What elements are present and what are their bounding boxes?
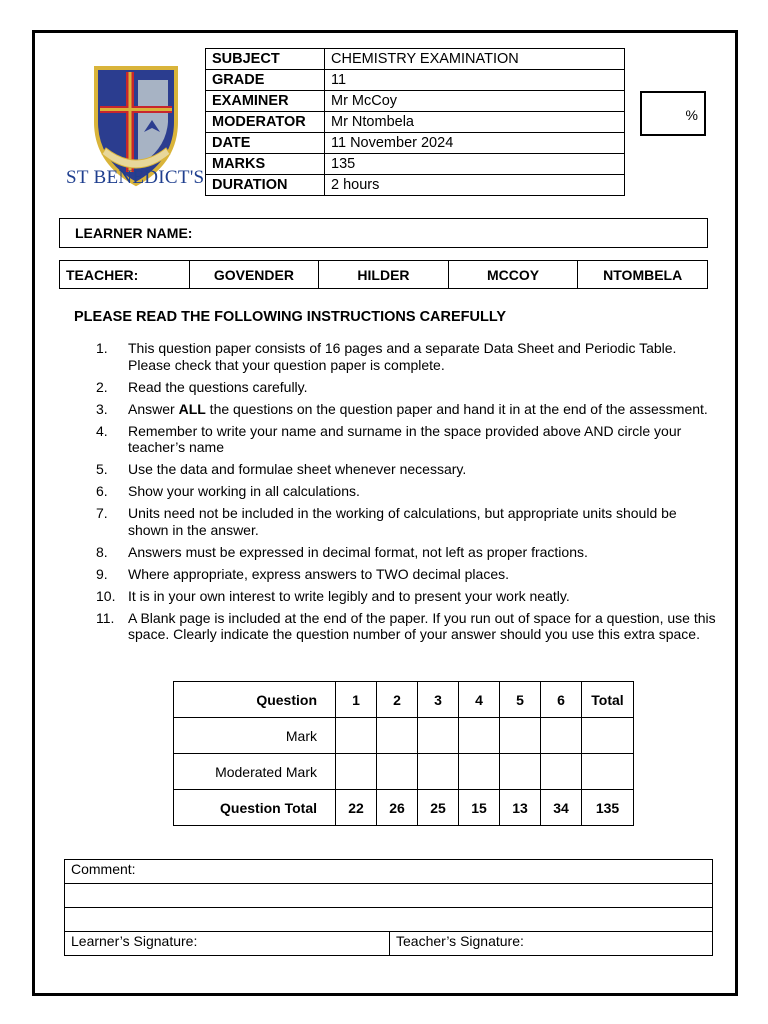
question-total-row — [174, 790, 634, 826]
info-label: EXAMINER — [206, 91, 325, 112]
instructions-heading: PLEASE READ THE FOLLOWING INSTRUCTIONS CAREFULLY — [74, 309, 507, 325]
marks-header-row — [174, 682, 634, 718]
percentage-box[interactable]: % — [640, 91, 706, 136]
info-value: 11 November 2024 — [325, 133, 625, 154]
comment-signature-box — [64, 859, 713, 956]
teacher-signature-field[interactable]: Teacher’s Signature: — [390, 932, 713, 956]
info-row — [206, 175, 625, 196]
marks-header-cell: 1 — [336, 682, 377, 718]
mark-row-label: Mark — [174, 718, 336, 754]
info-row — [206, 49, 625, 70]
info-value: Mr Ntombela — [325, 112, 625, 133]
exam-info-table — [205, 48, 625, 196]
marks-header-cell: 3 — [418, 682, 459, 718]
info-row — [206, 133, 625, 154]
total-cell: 25 — [418, 790, 459, 826]
info-label: GRADE — [206, 70, 325, 91]
marks-header-cell: 2 — [377, 682, 418, 718]
info-row — [206, 154, 625, 175]
instruction-item: 3. Answer ALL the questions on the question paper and hand it in at the end of the assessment. — [96, 400, 708, 417]
instruction-item: 5. Use the data and formulae sheet whenever necessary. — [96, 461, 467, 477]
learner-signature-field[interactable]: Learner’s Signature: — [65, 932, 390, 956]
instruction-item: 10. It is in your own interest to write legibly and to present your work neatly. — [96, 587, 570, 604]
marks-header-cell: 5 — [500, 682, 541, 718]
marks-header-cell: Question — [174, 682, 336, 718]
marks-header-cell: 4 — [459, 682, 500, 718]
teacher-label: TEACHER: — [60, 261, 190, 289]
total-cell: 135 — [582, 790, 634, 826]
info-value: 2 hours — [325, 175, 625, 196]
info-label: SUBJECT — [206, 49, 325, 70]
teacher-selection-row — [59, 260, 708, 289]
total-cell: 34 — [541, 790, 582, 826]
instructions-list — [96, 340, 718, 648]
instruction-item: 7. Units need not be included in the working of calculations, but appropriate units should be shown in the answer. — [96, 505, 677, 538]
teacher-option-hilder[interactable]: HILDER — [319, 261, 449, 289]
total-cell: 15 — [459, 790, 500, 826]
total-cell: 26 — [377, 790, 418, 826]
moderated-cell[interactable] — [459, 754, 500, 790]
moderated-cell[interactable] — [418, 754, 459, 790]
moderated-cell[interactable] — [377, 754, 418, 790]
mark-row — [174, 718, 634, 754]
info-row — [206, 91, 625, 112]
moderated-row-label: Moderated Mark — [174, 754, 336, 790]
moderated-cell[interactable] — [500, 754, 541, 790]
mark-cell[interactable] — [541, 718, 582, 754]
marks-header-cell: Total — [582, 682, 634, 718]
info-value: Mr McCoy — [325, 91, 625, 112]
mark-cell[interactable] — [418, 718, 459, 754]
info-value: 11 — [325, 70, 625, 91]
info-row — [206, 70, 625, 91]
moderated-mark-row — [174, 754, 634, 790]
total-row-label: Question Total — [174, 790, 336, 826]
comment-label[interactable]: Comment: — [65, 860, 713, 884]
info-label: DURATION — [206, 175, 325, 196]
marks-header-cell: 6 — [541, 682, 582, 718]
instruction-item: 8. Answers must be expressed in decimal format, not left as proper fractions. — [96, 543, 588, 560]
info-value: 135 — [325, 154, 625, 175]
marks-table — [173, 681, 634, 826]
instruction-item: 11. A Blank page is included at the end of the paper. If you run out of space for a question, use this space. Clearly indicate the question number of your answer should you use this extra space. — [96, 609, 716, 642]
mark-cell[interactable] — [459, 718, 500, 754]
mark-cell[interactable] — [582, 718, 634, 754]
info-label: MODERATOR — [206, 112, 325, 133]
moderated-cell[interactable] — [582, 754, 634, 790]
moderated-cell[interactable] — [336, 754, 377, 790]
info-row — [206, 112, 625, 133]
teacher-option-mccoy[interactable]: MCCOY — [448, 261, 578, 289]
instruction-item: 6. Show your working in all calculations. — [96, 483, 360, 499]
school-name: ST BENEDICT'S — [66, 167, 205, 188]
mark-cell[interactable] — [377, 718, 418, 754]
total-cell: 22 — [336, 790, 377, 826]
total-cell: 13 — [500, 790, 541, 826]
instruction-item: 9. Where appropriate, express answers to TWO decimal places. — [96, 565, 510, 582]
instruction-item: 1. This question paper consists of 16 pages and a separate Data Sheet and Periodic Table. Please check that your question paper is complete. — [96, 340, 677, 373]
instruction-item: 2. Read the questions carefully. — [96, 378, 308, 395]
info-label: DATE — [206, 133, 325, 154]
info-label: MARKS — [206, 154, 325, 175]
teacher-option-ntombela[interactable]: NTOMBELA — [578, 261, 708, 289]
comment-line[interactable] — [65, 908, 713, 932]
learner-name-field[interactable]: LEARNER NAME: — [59, 218, 708, 248]
instruction-item: 4. Remember to write your name and surname in the space provided above AND circle your teacher’s name — [96, 422, 682, 455]
mark-cell[interactable] — [336, 718, 377, 754]
comment-line[interactable] — [65, 884, 713, 908]
moderated-cell[interactable] — [541, 754, 582, 790]
mark-cell[interactable] — [500, 718, 541, 754]
teacher-option-govender[interactable]: GOVENDER — [189, 261, 319, 289]
info-value: CHEMISTRY EXAMINATION — [325, 49, 625, 70]
